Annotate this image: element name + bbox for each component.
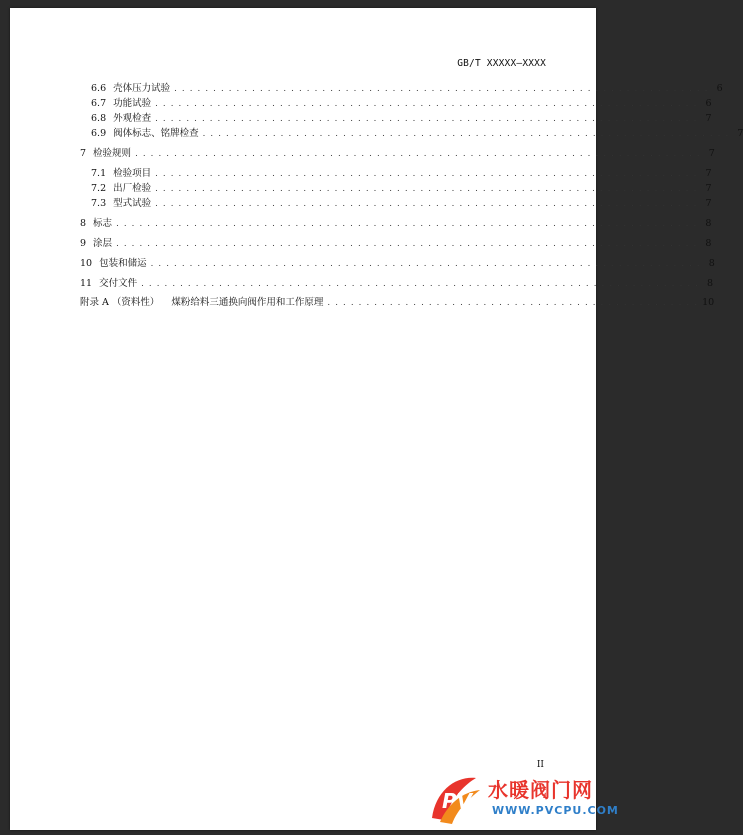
toc-number: 6.7 bbox=[91, 98, 107, 109]
toc-leader: . . . . . . . . . . . . . . . . . . . . . . . . . . . . . . . . . . . . . . . . . . . . . . . . . . . . . . . . . . . . . . . . . . . . . . bbox=[155, 184, 698, 194]
toc-page-number: 10 bbox=[702, 297, 715, 308]
toc-number: 7 bbox=[80, 148, 87, 159]
toc-entry-6-7[interactable] bbox=[91, 97, 712, 111]
toc-leader: . . . . . . . . . . . . . . . . . . . . . . . . . . . . . . . . . . . . . . . . . . . . . . . . . . . . . . . . . . . . . . . . . . . . . . . . . bbox=[135, 149, 701, 159]
toc-page-number: 7 bbox=[705, 168, 712, 179]
toc-number: 6.8 bbox=[91, 113, 107, 124]
toc-entry-7-2[interactable] bbox=[91, 182, 712, 196]
toc-number: 6.9 bbox=[91, 128, 107, 139]
toc-leader: . . . . . . . . . . . . . . . . . . . . . . . . . . . . . . . . . . . . . . . . . . . . . . . . bbox=[327, 298, 699, 308]
toc-title: 功能试验 bbox=[113, 98, 152, 109]
toc-page-number: 8 bbox=[707, 278, 714, 289]
toc-page-number: 8 bbox=[705, 218, 712, 229]
toc-number: 11 bbox=[80, 278, 93, 289]
standard-code: GB/T XXXXX—XXXX bbox=[457, 58, 546, 69]
toc-number: 附录 A （资料性） bbox=[80, 297, 160, 308]
toc-title: 交付文件 bbox=[99, 278, 138, 289]
toc-leader: . . . . . . . . . . . . . . . . . . . . . . . . . . . . . . . . . . . . . . . . . . . . . . . . . . . . . . . . . . . . . . . . . . . . . . . bbox=[150, 259, 701, 269]
toc-page-number: 6 bbox=[705, 98, 712, 109]
toc-page-number: 7 bbox=[705, 183, 712, 194]
toc-number: 8 bbox=[80, 218, 87, 229]
toc-title: 标志 bbox=[93, 218, 113, 229]
toc-title: 包装和储运 bbox=[99, 258, 147, 269]
toc-page-number: 8 bbox=[708, 258, 715, 269]
toc-entry-6-6[interactable] bbox=[91, 82, 723, 96]
svg-text:PV: PV bbox=[442, 789, 473, 813]
toc-title: 型式试验 bbox=[113, 198, 152, 209]
toc-entry-6-9[interactable] bbox=[91, 127, 743, 141]
watermark-url: WWW.PVCPU.COM bbox=[492, 804, 619, 817]
toc-entry-6-8[interactable] bbox=[91, 112, 712, 126]
page-number-roman: II bbox=[536, 760, 544, 770]
toc-number: 7.3 bbox=[91, 198, 107, 209]
toc-title: 外观检查 bbox=[113, 113, 152, 124]
toc-number: 10 bbox=[80, 258, 93, 269]
toc-entry-11[interactable] bbox=[80, 277, 714, 291]
toc-leader: . . . . . . . . . . . . . . . . . . . . . . . . . . . . . . . . . . . . . . . . . . . . . . . . . . . . . . . . . . . . . . . . . . . . . . . . . . . bbox=[116, 219, 698, 229]
document-page bbox=[10, 8, 743, 830]
toc-page-number: 8 bbox=[705, 238, 712, 249]
toc-leader: . . . . . . . . . . . . . . . . . . . . . . . . . . . . . . . . . . . . . . . . . . . . . . . . . . . . . . . . . . . . . . . . . . . . bbox=[202, 129, 730, 139]
pv-logo-icon bbox=[426, 770, 482, 826]
toc-page-number: 7 bbox=[708, 148, 715, 159]
toc-title: 涂层 bbox=[93, 238, 113, 249]
toc-number: 7.2 bbox=[91, 183, 107, 194]
toc-number: 6.6 bbox=[91, 83, 107, 94]
toc-title: 煤粉给料三通换向阀作用和工作原理 bbox=[171, 297, 324, 308]
toc-entry-7-3[interactable] bbox=[91, 197, 712, 211]
toc-leader: . . . . . . . . . . . . . . . . . . . . . . . . . . . . . . . . . . . . . . . . . . . . . . . . . . . . . . . . . . . . . . . . . . . . . . bbox=[155, 99, 698, 109]
toc-title: 阀体标志、铭牌检查 bbox=[113, 128, 199, 139]
toc-number: 7.1 bbox=[91, 168, 107, 179]
toc-title: 出厂检验 bbox=[113, 183, 152, 194]
toc-entry-appendix-a[interactable] bbox=[80, 296, 715, 310]
toc-title: 检验项目 bbox=[113, 168, 152, 179]
toc-page-number: 6 bbox=[716, 83, 723, 94]
toc-leader: . . . . . . . . . . . . . . . . . . . . . . . . . . . . . . . . . . . . . . . . . . . . . . . . . . . . . . . . . . . . . . . . . . . . . . bbox=[155, 199, 698, 209]
toc-leader: . . . . . . . . . . . . . . . . . . . . . . . . . . . . . . . . . . . . . . . . . . . . . . . . . . . . . . . . . . . . . . . . . . . . . . . . . . . bbox=[116, 239, 698, 249]
toc-entry-7-1[interactable] bbox=[91, 167, 712, 181]
toc-title: 壳体压力试验 bbox=[113, 83, 171, 94]
toc-leader: . . . . . . . . . . . . . . . . . . . . . . . . . . . . . . . . . . . . . . . . . . . . . . . . . . . . . . . . . . . . . . . . . . . . . . . . bbox=[141, 279, 700, 289]
toc-page-number: 7 bbox=[705, 113, 712, 124]
toc-leader: . . . . . . . . . . . . . . . . . . . . . . . . . . . . . . . . . . . . . . . . . . . . . . . . . . . . . . . . . . . . . . . . . . . . . . bbox=[155, 169, 698, 179]
toc-entry-8[interactable] bbox=[80, 217, 712, 231]
toc-leader: . . . . . . . . . . . . . . . . . . . . . . . . . . . . . . . . . . . . . . . . . . . . . . . . . . . . . . . . . . . . . . . . . . . . . . bbox=[155, 114, 698, 124]
watermark-site-name: 水暖阀门网 bbox=[488, 778, 593, 802]
toc-page-number: 7 bbox=[705, 198, 712, 209]
toc-entry-9[interactable] bbox=[80, 237, 712, 251]
toc-leader: . . . . . . . . . . . . . . . . . . . . . . . . . . . . . . . . . . . . . . . . . . . . . . . . . . . . . . . . . . . . . . . . . . . . . bbox=[174, 84, 709, 94]
toc-entry-7[interactable] bbox=[80, 147, 715, 161]
toc-entry-10[interactable] bbox=[80, 257, 715, 271]
toc-title: 检验规则 bbox=[93, 148, 132, 159]
toc-number: 9 bbox=[80, 238, 87, 249]
site-watermark bbox=[426, 768, 619, 830]
toc-page-number: 7 bbox=[737, 128, 743, 139]
